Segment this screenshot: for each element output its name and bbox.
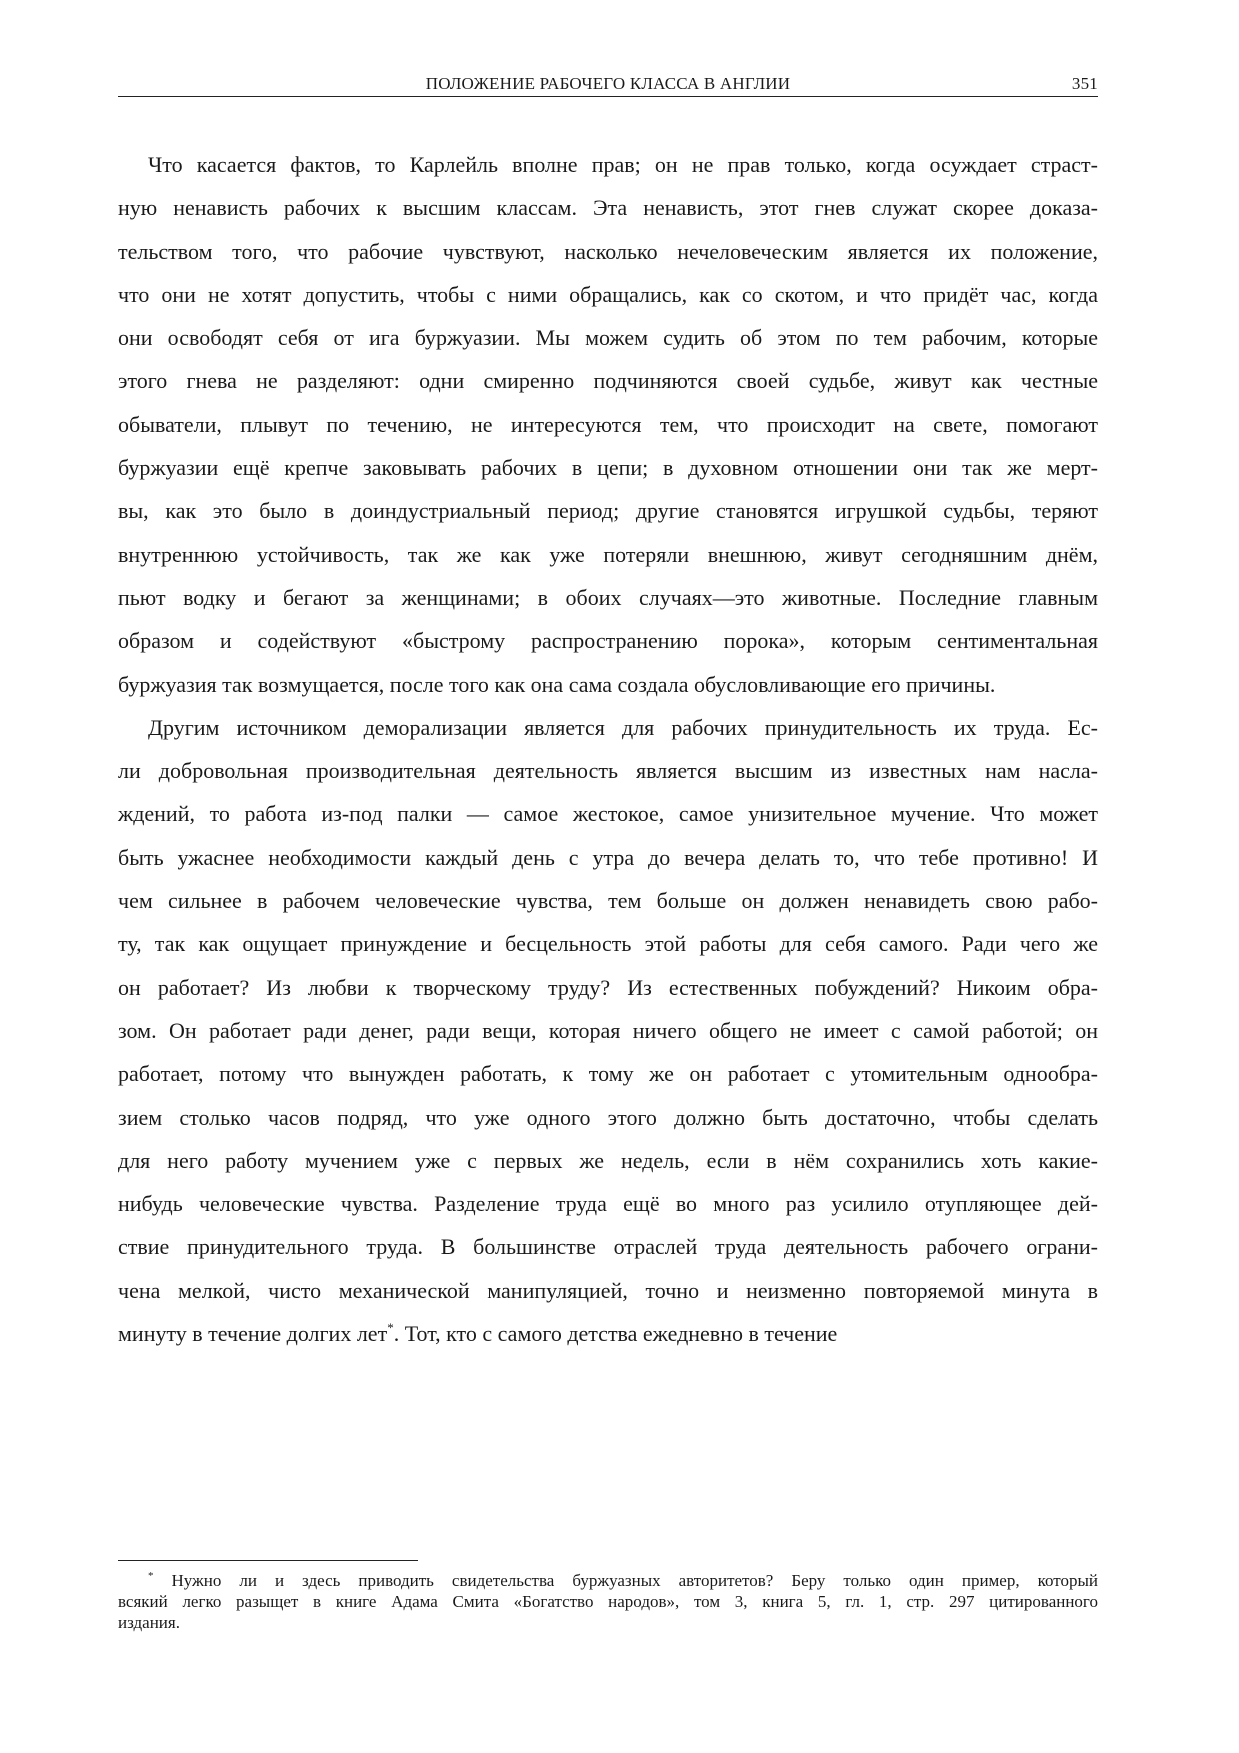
text-line-segment: минуту в течение долгих лет — [118, 1321, 388, 1347]
footnote-reference[interactable]: * — [387, 1320, 394, 1336]
paragraph-2 — [118, 706, 1098, 1312]
text-line: тельством того, что рабочие чувствуют, насколько нечеловеческим является их положение, — [118, 238, 1098, 264]
text-line: ную ненависть рабочих к высшим классам. Эта ненависть, этот гнев служат скорее доказа- — [118, 195, 1098, 221]
text-line: для него работу мучением уже с первых же недель, если в нём сохранились хоть какие- — [118, 1147, 1098, 1173]
text-line: буржуазия так возмущается, после того как она сама создала обусловливающие его причины. — [118, 671, 996, 697]
text-line: этого гнева не разделяют: одни смиренно подчиняются своей судьбе, живут как честные — [118, 368, 1098, 394]
text-line: чем сильнее в рабочем человеческие чувства, тем больше он должен ненавидеть свою рабо- — [118, 888, 1098, 914]
text-line: Другим источником деморализации является для рабочих принудительность их труда. Ес- — [148, 714, 1098, 740]
text-line: ту, так как ощущает принуждение и бесцельность этой работы для себя самого. Ради чего же — [118, 931, 1098, 957]
footnote-line: всякий легко разыщет в книге Адама Смита «Богатство народов», том 3, книга 5, гл. 1, стр. 297 цитированного — [118, 1592, 1098, 1611]
text-line: он работает? Из любви к творческому труду? Из естественных побуждений? Никоим обра- — [118, 974, 1098, 1000]
text-line-segment: . Тот, кто с самого детства ежедневно в течение — [393, 1321, 838, 1347]
footnote-mark: * — [148, 1570, 154, 1582]
text-line: образом и содействуют «быстрому распространению порока», которым сентиментальная — [118, 628, 1098, 654]
footnote-divider — [118, 1560, 418, 1561]
text-line: работает, потому что вынужден работать, к тому же он работает с утомительным однообра- — [118, 1061, 1098, 1087]
text-line: буржуазии ещё крепче заковывать рабочих в цепи; в духовном отношении они так же мерт- — [118, 455, 1098, 481]
text-line: они освободят себя от ига буржуазии. Мы можем судить об этом по тем рабочим, которые — [118, 325, 1098, 351]
text-line: вы, как это было в доиндустриальный период; другие становятся игрушкой судьбы, теряют — [118, 498, 1098, 524]
body-text — [118, 143, 1098, 1355]
running-title: ПОЛОЖЕНИЕ РАБОЧЕГО КЛАССА В АНГЛИИ — [425, 74, 791, 93]
footnote — [118, 1570, 1098, 1633]
footnote-line — [118, 1570, 1098, 1591]
text-line: ждений, то работа из-под палки — самое жестокое, самое унизительное мучение. Что может — [118, 801, 1098, 827]
text-line — [118, 1312, 1098, 1355]
paragraph-1 — [118, 143, 1098, 706]
text-line: обыватели, плывут по течению, не интересуются тем, что происходит на свете, помогают — [118, 411, 1098, 437]
text-line: пьют водку и бегают за женщинами; в обоих случаях—это животные. Последние главным — [118, 584, 1098, 610]
page-number: 351 — [1071, 74, 1098, 93]
text-line: ствие принудительного труда. В большинстве отраслей труда деятельность рабочего ограни- — [118, 1234, 1098, 1260]
text-line: что они не хотят допустить, чтобы с ними обращались, как со скотом, и что придёт час, когда — [118, 281, 1098, 307]
text-line: чена мелкой, чисто механической манипуляцией, точно и неизменно повторяемой минута в — [118, 1277, 1098, 1303]
footnote-line-text: Нужно ли и здесь приводить свидетельства буржуазных авторитетов? Беру только один пример, который — [153, 1571, 1098, 1590]
text-line: внутреннюю устойчивость, так же как уже потеряли внешнюю, живут сегодняшним днём, — [118, 541, 1098, 567]
text-line: ли добровольная производительная деятельность является высшим из известных нам насла- — [118, 758, 1098, 784]
text-line: зом. Он работает ради денег, ради вещи, которая ничего общего не имеет с самой работой; он — [118, 1017, 1098, 1043]
running-header — [118, 72, 1098, 97]
text-line: зием столько часов подряд, что уже одного этого должно быть достаточно, чтобы сделать — [118, 1104, 1098, 1130]
text-line: Что касается фактов, то Карлейль вполне прав; он не прав только, когда осуждает страст- — [148, 152, 1098, 177]
text-line: нибудь человеческие чувства. Разделение труда ещё во много раз усилило отупляющее дей- — [118, 1191, 1098, 1217]
footnote-line: издания. — [118, 1613, 180, 1632]
text-line: быть ужаснее необходимости каждый день с утра до вечера делать то, что тебе противно! И — [118, 844, 1098, 870]
